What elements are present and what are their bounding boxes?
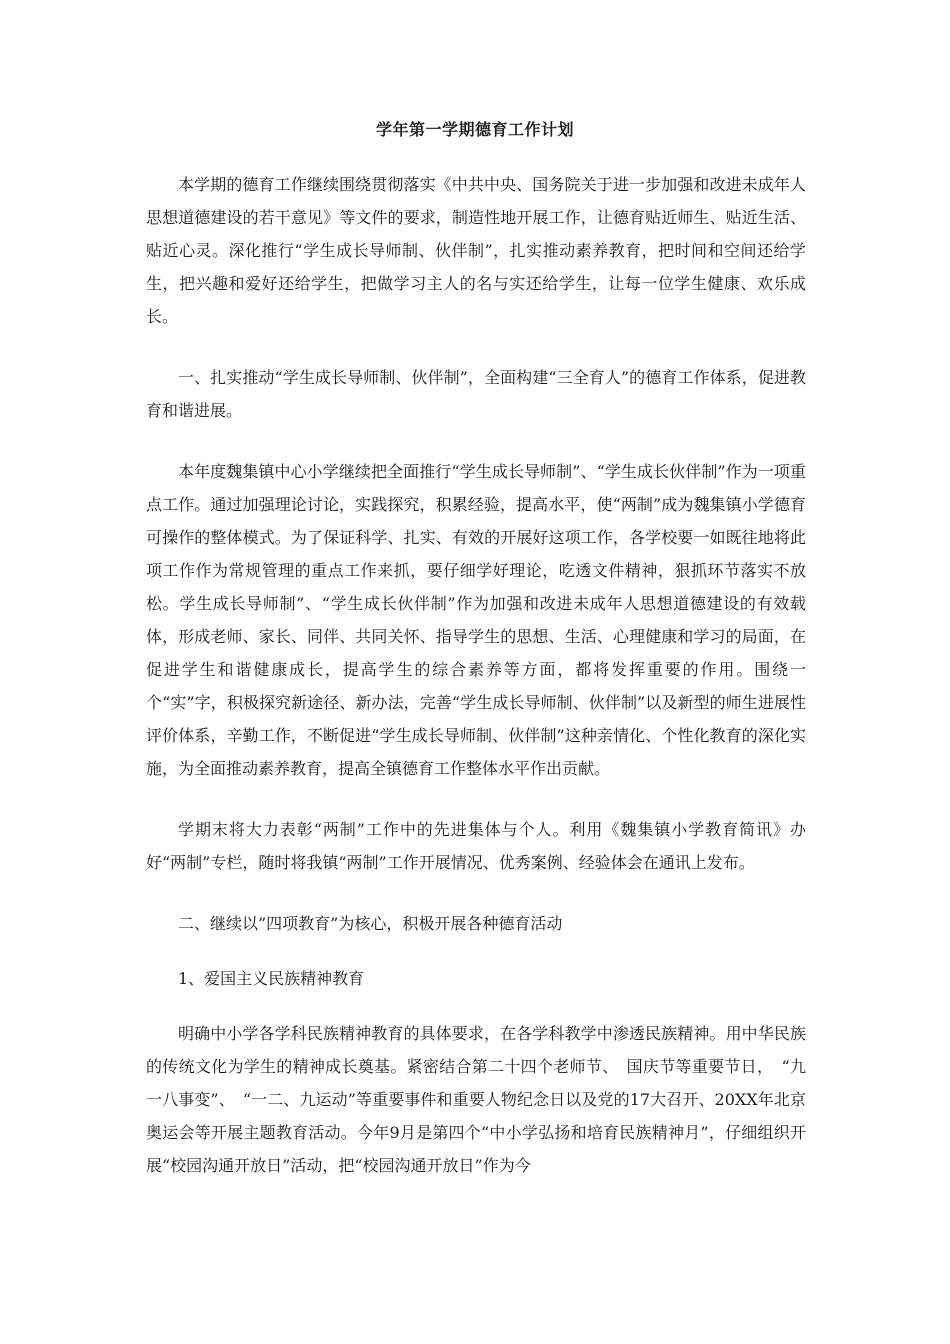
section-2-heading: 二、继续以”四项教育”为核心，积极开展各种德育活动	[178, 914, 563, 933]
section-1-paragraph: 本年度魏集镇中心小学继续把全面推行“学生成长导师制”、“学生成长伙伴制”作为一项重点工作。通过加强理论讨论，实践探究，积累经验，提高水平，使“两制”成为魏集镇小学德育可操作的整体模式。为了保证科学、扎实、有效的开展好这项工作，各学校要一如既往地将此项工作作为常规管理的重点工作来抓，要仔细学好理论，吃透文件精神，狠抓环节落实不放松。学生成长导师制”、“学生成长伙伴制”作为加强和改进未成年人思想道德建设的有效载体，形成老师、家长、同伴、共同关怀、指导学生的思想、生活、心理健康和学习的局面，在促进学生和谐健康成长，提高学生的综合素养等方面，都将发挥重要的作用。围绕一个“实”字，积极探究新途径、新办法，完善“学生成长导师制、伙伴制”以及新型的师生进展性评价体系，辛勤工作，不断促进“学生成长导师制、伙伴制”这种亲情化、个性化教育的深化实施，为全面推动素养教育，提高全镇德育工作整体水平作出贡献。	[146, 462, 806, 778]
intro-paragraph: 本学期的德育工作继续围绕贯彻落实《中共中央、国务院关于进一步加强和改进未成年人思想道德建设的若干意见》等文件的要求，制造性地开展工作，让德育贴近师生、贴近生活、贴近心灵。深化推行“学生成长导师制、伙伴制”，扎实推动素养教育，把时间和空间还给学生，把兴趣和爱好还给学生，把做学习主人的名与实还给学生，让每一位学生健康、欢乐成长。	[146, 175, 806, 326]
award-paragraph: 学期末将大力表彰“两制”工作中的先进集体与个人。利用《魏集镇小学教育简讯》办好“两制”专栏，随时将我镇“两制”工作开展情况、优秀案例、经验体会在通讯上发布。	[146, 820, 806, 872]
document-body	[146, 168, 806, 1210]
document-title: 学年第一学期德育工作计划	[375, 120, 574, 139]
patriotism-paragraph: 明确中小学各学科民族精神教育的具体要求，在各学科教学中渗透民族精神。用中华民族的传统文化为学生的精神成长奠基。紧密结合第二十四个老师节、 国庆节等重要节日， “九一八事变”、 “一二、九运动”等重要事件和重要人物纪念日以及党的17大召开、20XX年北京奥运会等开展主题教育活动。今年9月是第四个“中小学弘扬和培育民族精神月”，仔细组织开展“校园沟通开放日”活动，把“校园沟通开放日”作为今	[146, 1024, 806, 1175]
subsection-1-heading: 1、爱国主义民族精神教育	[178, 969, 365, 988]
section-1-heading: 一、扎实推动“学生成长导师制、伙伴制”，全面构建“三全育人”的德育工作体系，促进教育和谐进展。	[146, 368, 806, 420]
